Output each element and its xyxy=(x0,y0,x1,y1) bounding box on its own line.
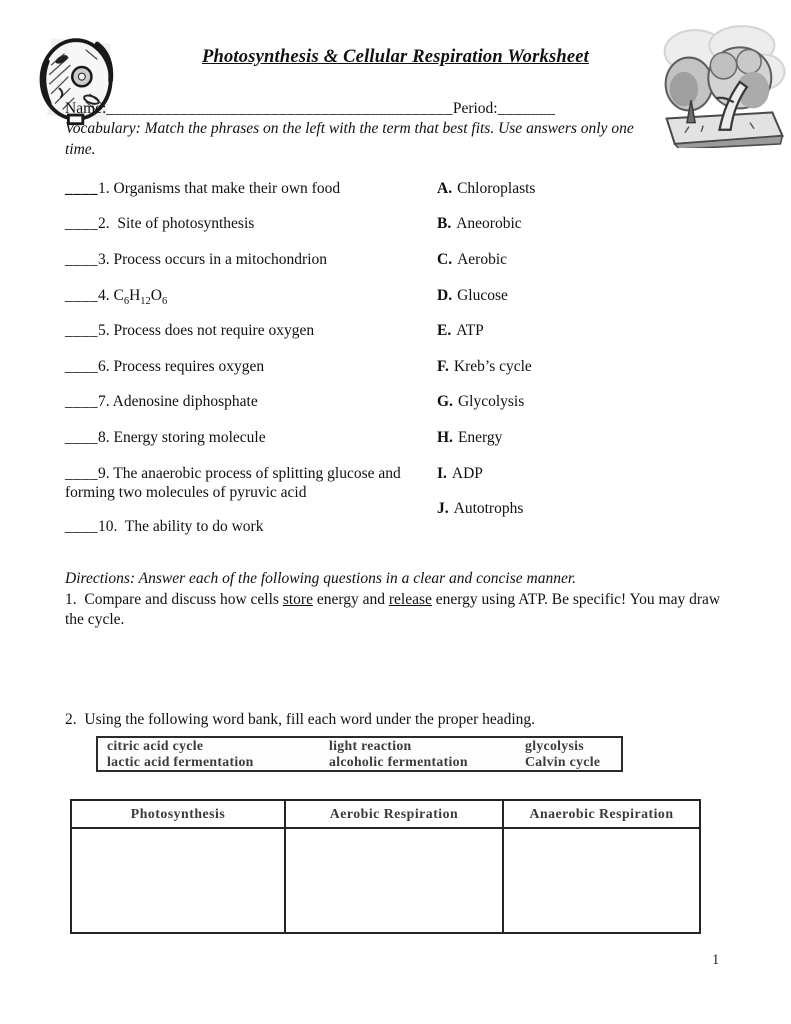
word-bank-term: light reaction xyxy=(329,737,412,753)
period-blank: _______ xyxy=(497,100,556,117)
name-blank: __________________________________________ xyxy=(106,100,453,117)
word-bank-column-2 xyxy=(329,738,525,771)
answer-blank: ____ xyxy=(65,322,98,339)
vocabulary-instructions: Vocabulary: Match the phrases on the left with the term that best fits. Use answers only one time. xyxy=(65,120,634,158)
answer-blank: ____ xyxy=(65,180,98,197)
directions-heading: Directions: Answer each of the following questions in a clear and concise manner. xyxy=(65,570,577,587)
matching-item-4: ____4. $C_6H_{12}O_6$ xyxy=(65,287,168,308)
word-bank-term: alcoholic fermentation xyxy=(329,754,468,769)
question-1: 1. Compare and discuss how cells store energy and release energy using ATP. Be specific! You may draw the cycle. xyxy=(65,590,724,628)
term-b: B. Aneorobic xyxy=(437,215,522,232)
table-cell-aerobic-respiration xyxy=(284,829,502,932)
term-f: F. Kreb’s cycle xyxy=(437,358,532,375)
word-bank-term: Calvin cycle xyxy=(525,754,601,769)
answer-blank: ____ xyxy=(65,287,98,304)
answer-blank: ____ xyxy=(65,518,98,535)
question-2: 2. Using the following word bank, fill each word under the proper heading. xyxy=(65,711,536,728)
answer-blank: ____ xyxy=(65,393,98,410)
matching-item-3: ____3. Process occurs in a mitochondrion xyxy=(65,251,328,268)
matching-item-7: ____7. Adenosine diphosphate xyxy=(65,393,258,410)
word-bank-term: glycolysis xyxy=(525,737,584,753)
word-bank-column-3 xyxy=(525,738,600,771)
page-number: 1 xyxy=(712,952,720,968)
name-label: Name: xyxy=(65,100,107,117)
matching-item-2: ____2. Site of photosynthesis xyxy=(65,215,255,232)
answer-blank: ____ xyxy=(65,251,98,268)
answer-blank: ____ xyxy=(65,465,98,482)
name-period-line xyxy=(65,99,555,119)
sorting-table xyxy=(70,799,701,934)
matching-item-9: ____9. The anaerobic process of splitting glucose and forming two molecules of pyruvic acid xyxy=(65,465,405,501)
term-i: I. ADP xyxy=(437,465,483,482)
answer-blank: ____ xyxy=(65,358,98,375)
term-d: D. Glucose xyxy=(437,287,508,304)
word-bank-box xyxy=(96,736,623,772)
matching-item-8: ____8. Energy storing molecule xyxy=(65,429,266,446)
answer-blank: ____ xyxy=(65,429,98,446)
page-title: Photosynthesis & Cellular Respiration Worksheet xyxy=(201,47,589,67)
word-bank-term: lactic acid fermentation xyxy=(107,754,254,769)
word-bank-term: citric acid cycle xyxy=(107,737,204,753)
period-label: Period: xyxy=(452,100,498,117)
table-header-anaerobic-respiration: Anaerobic Respiration xyxy=(502,801,699,829)
term-a: A. Chloroplasts xyxy=(437,180,536,197)
table-header-aerobic-respiration: Aerobic Respiration xyxy=(284,801,502,829)
trees-clipart xyxy=(652,21,790,148)
term-c: C. Aerobic xyxy=(437,251,507,268)
table-cell-anaerobic-respiration xyxy=(502,829,699,932)
term-e: E. ATP xyxy=(437,322,484,339)
answer-blank: ____ xyxy=(65,215,98,232)
term-g: G. Glycolysis xyxy=(437,393,525,410)
matching-item-6: ____6. Process requires oxygen xyxy=(65,358,265,375)
word-bank-column-1 xyxy=(107,738,329,771)
matching-item-1: ____1. Organisms that make their own food xyxy=(65,180,341,197)
table-header-photosynthesis: Photosynthesis xyxy=(72,801,284,829)
table-cell-photosynthesis xyxy=(72,829,284,932)
term-j: J. Autotrophs xyxy=(437,500,524,517)
directions-block xyxy=(65,569,732,631)
matching-section xyxy=(65,179,755,569)
matching-item-5: ____5. Process does not require oxygen xyxy=(65,322,315,339)
term-h: H. Energy xyxy=(437,429,503,446)
matching-item-10: ____10. The ability to do work xyxy=(65,518,264,535)
